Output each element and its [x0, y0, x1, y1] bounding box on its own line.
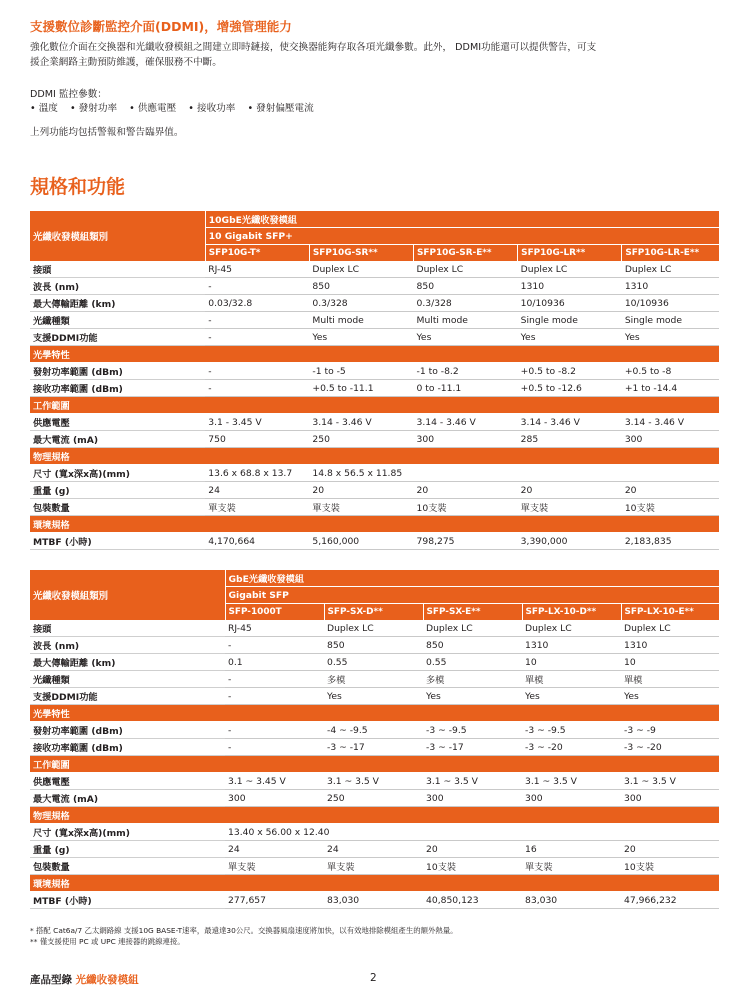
table-row: [30, 533, 719, 550]
table-cell: 300: [622, 431, 719, 448]
table-cell: -1 to -8.2: [414, 363, 518, 380]
table-cell: 3.14 - 3.46 V: [622, 414, 719, 431]
table-row: [30, 739, 719, 756]
table-cell: 24: [225, 841, 324, 858]
row-label: 接收功率範圍 (dBm): [30, 380, 205, 397]
table-cell: Duplex LC: [309, 261, 413, 278]
row-label: 支援DDMI功能: [30, 688, 225, 705]
row-label: 發射功率範圍 (dBm): [30, 722, 225, 739]
subgroup-header: 10 Gigabit SFP+: [205, 228, 719, 245]
table-cell: 1310: [522, 637, 621, 654]
table-cell: Duplex LC: [324, 620, 423, 637]
table-row: [30, 858, 719, 875]
bullet-item: • 發射偏壓電流: [247, 103, 314, 114]
table-cell: 10支裝: [621, 858, 719, 875]
section-row: [30, 756, 719, 773]
model-header: SFP10G-SR-E**: [414, 245, 518, 262]
section-title: 環境規格: [30, 516, 719, 533]
table-cell: 單支裝: [518, 499, 622, 516]
spec-table-10gbe: [30, 211, 719, 550]
header-row-group: [30, 211, 719, 228]
table-cell: 1310: [621, 637, 719, 654]
table-cell: -: [225, 739, 324, 756]
table-cell: 300: [423, 790, 522, 807]
table-cell: -3 ~ -9: [621, 722, 719, 739]
table-cell: 40,850,123: [423, 892, 522, 909]
row-label: 最大電流 (mA): [30, 431, 205, 448]
footnotes: [30, 925, 458, 947]
row-label: 供應電壓: [30, 414, 205, 431]
table-cell: 250: [324, 790, 423, 807]
table-cell: Yes: [518, 329, 622, 346]
table-cell: Yes: [414, 329, 518, 346]
table-cell: -3 ~ -20: [522, 739, 621, 756]
table-cell: -: [205, 380, 309, 397]
table-cell: 300: [414, 431, 518, 448]
row-label: 包裝數量: [30, 499, 205, 516]
table-cell: 798,275: [414, 533, 518, 550]
group-header: 10GbE光纖收發模組: [205, 211, 719, 228]
table-cell: RJ-45: [225, 620, 324, 637]
table-row: [30, 363, 719, 380]
table-cell: 850: [414, 278, 518, 295]
table-row: [30, 295, 719, 312]
table-cell: 0.3/328: [414, 295, 518, 312]
row-header-label: 光纖收發模組類別: [30, 211, 205, 261]
table-cell: 13.6 x 68.8 x 13.7: [205, 465, 309, 482]
table-cell: 250: [309, 431, 413, 448]
table-cell: -: [225, 688, 324, 705]
table-cell: 850: [324, 637, 423, 654]
table-cell: Yes: [622, 329, 719, 346]
table-cell: -: [205, 278, 309, 295]
table-cell: 300: [522, 790, 621, 807]
table-cell: 單模: [621, 671, 719, 688]
row-label: 供應電壓: [30, 773, 225, 790]
table-row: [30, 431, 719, 448]
table-cell: Duplex LC: [621, 620, 719, 637]
row-label: 發射功率範圍 (dBm): [30, 363, 205, 380]
table-cell: 10: [621, 654, 719, 671]
section-row: [30, 705, 719, 722]
spec-section-title: 規格和功能: [30, 176, 126, 198]
row-label: 接頭: [30, 620, 225, 637]
table-row: [30, 654, 719, 671]
row-label: 最大傳輸距離 (km): [30, 295, 205, 312]
table-cell: -: [225, 722, 324, 739]
row-label: 支援DDMI功能: [30, 329, 205, 346]
table-cell: 0.03/32.8: [205, 295, 309, 312]
table-cell: 20: [414, 482, 518, 499]
bullet-item: • 溫度: [30, 103, 58, 114]
model-header: SFP-LX-10-D**: [522, 604, 621, 621]
table-cell: 5,160,000: [309, 533, 413, 550]
table-cell: 3.1 ~ 3.45 V: [225, 773, 324, 790]
table-row: [30, 380, 719, 397]
row-label: 波長 (nm): [30, 278, 205, 295]
row-label: MTBF (小時): [30, 533, 205, 550]
section-title: 物理規格: [30, 807, 719, 824]
table-row: [30, 688, 719, 705]
table-cell: RJ-45: [205, 261, 309, 278]
section-row: [30, 807, 719, 824]
table-cell: -3 ~ -20: [621, 739, 719, 756]
table-cell: 單模: [522, 671, 621, 688]
table-row: [30, 414, 719, 431]
table-cell: 10: [522, 654, 621, 671]
table-row: [30, 312, 719, 329]
table-cell: 20: [309, 482, 413, 499]
table-row: [30, 841, 719, 858]
section-row: [30, 875, 719, 892]
table-cell: Duplex LC: [414, 261, 518, 278]
row-label: 重量 (g): [30, 841, 225, 858]
table-cell: 單支裝: [522, 858, 621, 875]
table-cell: 20: [621, 841, 719, 858]
section-title: 物理規格: [30, 448, 719, 465]
table-cell: 10/10936: [622, 295, 719, 312]
table-cell: -: [205, 363, 309, 380]
table-cell: Yes: [423, 688, 522, 705]
table-cell: -3 ~ -9.5: [423, 722, 522, 739]
table-cell: 0.55: [423, 654, 522, 671]
section-title: 工作範圍: [30, 756, 719, 773]
table-row: [30, 465, 719, 482]
table-cell: 20: [622, 482, 719, 499]
row-label: 包裝數量: [30, 858, 225, 875]
row-label: 最大電流 (mA): [30, 790, 225, 807]
table-cell: Multi mode: [414, 312, 518, 329]
table-cell: 1310: [518, 278, 622, 295]
bullet-item: • 供應電壓: [129, 103, 177, 114]
table-cell: 單支裝: [309, 499, 413, 516]
group-header: GbE光纖收發模組: [225, 570, 719, 587]
table-cell: Multi mode: [309, 312, 413, 329]
table-cell: 3,390,000: [518, 533, 622, 550]
model-header: SFP-SX-E**: [423, 604, 522, 621]
table-cell: 3.1 ~ 3.5 V: [324, 773, 423, 790]
model-header: SFP-SX-D**: [324, 604, 423, 621]
table-cell: -3 ~ -17: [423, 739, 522, 756]
table-cell: -4 ~ -9.5: [324, 722, 423, 739]
table-row: [30, 499, 719, 516]
table-cell: 83,030: [324, 892, 423, 909]
table-cell: Yes: [522, 688, 621, 705]
table-cell: -: [225, 637, 324, 654]
table-cell: 16: [522, 841, 621, 858]
ddmi-heading: 支援數位診斷監控介面(DDMI)，增強管理能力: [30, 19, 292, 34]
table-row: [30, 329, 719, 346]
section-row: [30, 516, 719, 533]
table-cell: 20: [423, 841, 522, 858]
table-cell: 14.8 x 56.5 x 11.85: [309, 465, 719, 482]
bullet-item: • 發射功率: [69, 103, 118, 114]
footer-catalog-accent: 光纖收發模組: [75, 974, 139, 986]
row-label: 接頭: [30, 261, 205, 278]
table-cell: 3.14 - 3.46 V: [309, 414, 413, 431]
table-cell: 10支裝: [423, 858, 522, 875]
table-cell: +0.5 to -8: [622, 363, 719, 380]
row-label: 接收功率範圍 (dBm): [30, 739, 225, 756]
table-cell: Yes: [324, 688, 423, 705]
ddmi-label: DDMI 監控參數：: [30, 89, 107, 100]
table-cell: -: [205, 312, 309, 329]
model-header: SFP-1000T: [225, 604, 324, 621]
table-cell: 24: [324, 841, 423, 858]
table-cell: 0.1: [225, 654, 324, 671]
table-cell: 單支裝: [205, 499, 309, 516]
ddmi-bullet-list: [30, 101, 720, 116]
model-header: SFP10G-SR**: [309, 245, 413, 262]
table-cell: +0.5 to -8.2: [518, 363, 622, 380]
table-cell: +0.5 to -12.6: [518, 380, 622, 397]
table-cell: Duplex LC: [622, 261, 719, 278]
table-cell: 3.1 ~ 3.5 V: [423, 773, 522, 790]
table-cell: +1 to -14.4: [622, 380, 719, 397]
ddmi-paragraph-line-2: 援企業網路主動預防維護，確保服務不中斷。: [30, 57, 222, 68]
table-row: [30, 773, 719, 790]
table-cell: 多模: [324, 671, 423, 688]
table-cell: +0.5 to -11.1: [309, 380, 413, 397]
footer-catalog-label: 產品型錄: [30, 974, 72, 986]
table-cell: 10/10936: [518, 295, 622, 312]
table-cell: Yes: [621, 688, 719, 705]
table-cell: 47,966,232: [621, 892, 719, 909]
table-cell: Single mode: [622, 312, 719, 329]
section-title: 環境規格: [30, 875, 719, 892]
table-cell: 10支裝: [622, 499, 719, 516]
table-cell: 300: [225, 790, 324, 807]
row-label: 最大傳輸距離 (km): [30, 654, 225, 671]
row-header-label: 光纖收發模組類別: [30, 570, 225, 620]
section-title: 光學特性: [30, 705, 719, 722]
table-cell: 多模: [423, 671, 522, 688]
table-cell: 單支裝: [324, 858, 423, 875]
table-cell: 1310: [622, 278, 719, 295]
table-cell: 0.55: [324, 654, 423, 671]
spec-table-gbe: [30, 570, 719, 909]
footnote-1: * 搭配 Cat6a/7 乙太網路線 支援10G BASE-T速率，最遠達30公尺。交換器風扇速度將加快，以有效地排除模組產生的額外熱量。: [30, 926, 458, 935]
table-row: [30, 790, 719, 807]
table-cell: 10支裝: [414, 499, 518, 516]
table-cell: 24: [205, 482, 309, 499]
ddmi-paragraph: [30, 40, 720, 70]
footer-catalog: [30, 972, 139, 987]
table-cell: 850: [309, 278, 413, 295]
section-row: [30, 346, 719, 363]
table-row: [30, 482, 719, 499]
footnote-2: ** 僅支援使用 PC 或 UPC 連接器的跳線連接。: [30, 937, 185, 946]
table-row: [30, 824, 719, 841]
row-label: 尺寸 (寬x深x高)(mm): [30, 465, 205, 482]
table-row: [30, 637, 719, 654]
table-cell: 850: [423, 637, 522, 654]
section-row: [30, 397, 719, 414]
table-cell: -3 ~ -17: [324, 739, 423, 756]
table-cell: 0.3/328: [309, 295, 413, 312]
table-cell: 2,183,835: [622, 533, 719, 550]
model-header: SFP10G-LR-E**: [622, 245, 719, 262]
table-cell: 單支裝: [225, 858, 324, 875]
table-cell: Single mode: [518, 312, 622, 329]
table-row: [30, 620, 719, 637]
table-cell: 13.40 x 56.00 x 12.40: [225, 824, 719, 841]
row-label: 重量 (g): [30, 482, 205, 499]
table-cell: -1 to -5: [309, 363, 413, 380]
alarm-note: 上列功能均包括警報和警告臨界值。: [30, 127, 184, 138]
section-title: 光學特性: [30, 346, 719, 363]
table-cell: 277,657: [225, 892, 324, 909]
row-label: 波長 (nm): [30, 637, 225, 654]
bullet-item: • 接收功率: [188, 103, 236, 114]
table-cell: 3.14 - 3.46 V: [518, 414, 622, 431]
table-cell: 3.14 - 3.46 V: [414, 414, 518, 431]
row-label: 光纖種類: [30, 312, 205, 329]
ddmi-paragraph-line-1: 強化數位介面在交換器和光纖收發模組之間建立即時鏈接，使交換器能夠存取各項光纖參數。此外， DDMI功能還可以提供警告，可支: [30, 42, 597, 53]
table-cell: -: [205, 329, 309, 346]
table-row: [30, 261, 719, 278]
table-cell: -: [225, 671, 324, 688]
table-cell: 750: [205, 431, 309, 448]
table-row: [30, 892, 719, 909]
table-cell: 4,170,664: [205, 533, 309, 550]
table-cell: Yes: [309, 329, 413, 346]
table-cell: -3 ~ -9.5: [522, 722, 621, 739]
model-header: SFP10G-LR**: [518, 245, 622, 262]
table-cell: Duplex LC: [518, 261, 622, 278]
table-cell: Duplex LC: [522, 620, 621, 637]
table-cell: 3.1 ~ 3.5 V: [522, 773, 621, 790]
table-cell: 300: [621, 790, 719, 807]
table-row: [30, 278, 719, 295]
table-cell: 3.1 ~ 3.5 V: [621, 773, 719, 790]
row-label: 光纖種類: [30, 671, 225, 688]
model-header: SFP-LX-10-E**: [621, 604, 719, 621]
table-cell: 83,030: [522, 892, 621, 909]
header-row-group: [30, 570, 719, 587]
section-title: 工作範圍: [30, 397, 719, 414]
table-cell: 285: [518, 431, 622, 448]
subgroup-header: Gigabit SFP: [225, 587, 719, 604]
table-cell: 0 to -11.1: [414, 380, 518, 397]
row-label: 尺寸 (寬x深x高)(mm): [30, 824, 225, 841]
section-row: [30, 448, 719, 465]
model-header: SFP10G-T*: [205, 245, 309, 262]
page-number: 2: [370, 972, 377, 984]
row-label: MTBF (小時): [30, 892, 225, 909]
table-cell: 3.1 - 3.45 V: [205, 414, 309, 431]
table-row: [30, 671, 719, 688]
table-row: [30, 722, 719, 739]
table-cell: Duplex LC: [423, 620, 522, 637]
table-cell: 20: [518, 482, 622, 499]
